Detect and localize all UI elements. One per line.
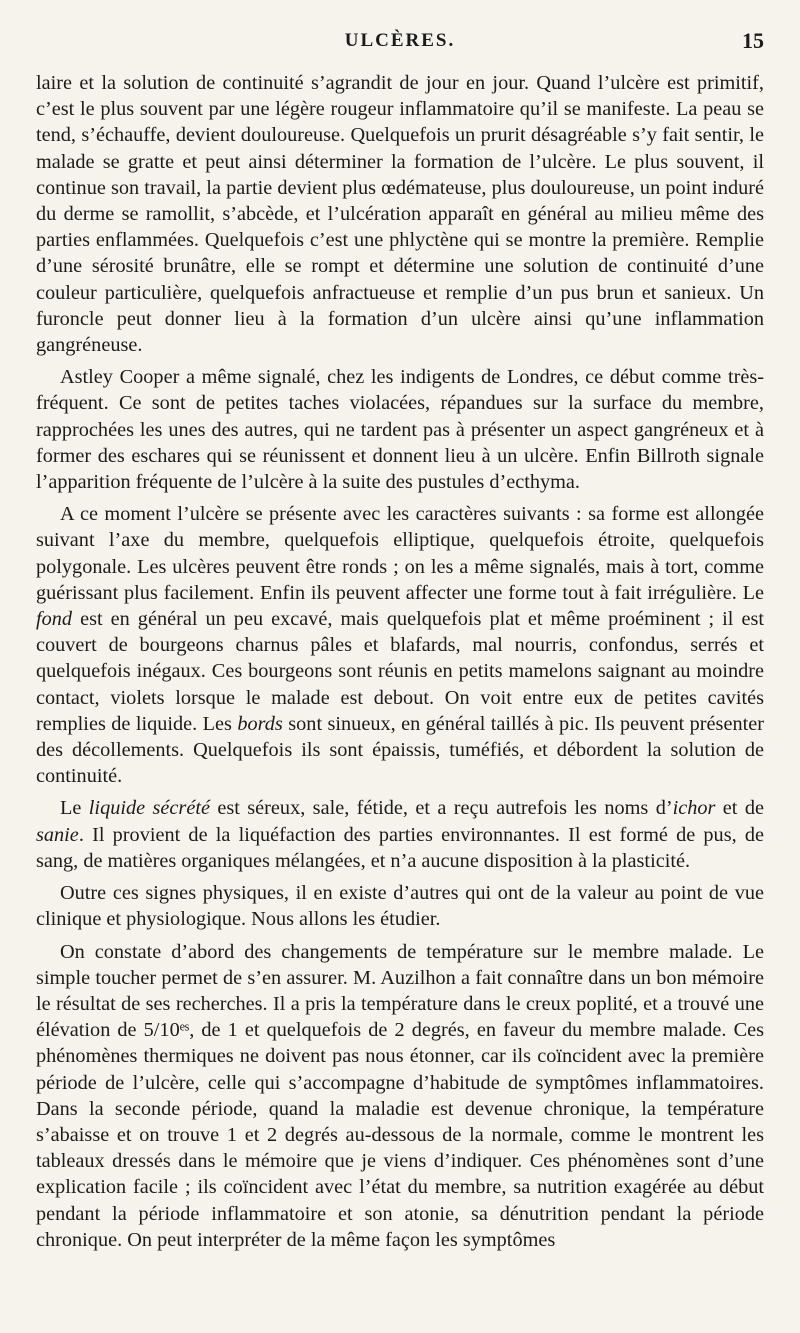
page-number: 15: [742, 28, 764, 53]
italic-term-bords: bords: [237, 712, 283, 735]
text-run: Outre ces signes physiques, il en existe d’autres qui ont de la valeur au point de vue clinique et physiologique. Nous allons les étudier.: [36, 882, 764, 931]
text-run: laire et la solution de continuité s’agrandit de jour en jour. Quand l’ulcère est primitif, c’est le plus souvent par une légère rougeur inflammatoire qu’il se manifeste. La peau se tend, s’échauffe, devient douloureuse. Quelquefois un prurit désagréable s’y fait sentir, le malade se gratte et peut ainsi déterminer la formation de l’ulcère. Le plus souvent, il continue son travail, la partie devient plus œdémateuse, plus douloureuse, un point induré du derme se ramollit, s’abcède, et l’ulcération apparaît en général au milieu même des parties enflammées. Quelquefois c’est une phlyctène qui se montre la première. Remplie d’une sérosité brunâtre, elle se rompt et détermine une solution de continuité d’une couleur particulière, quelquefois anfractueuse et remplie d’un pus brun et sanieux. Un furoncle peut donner lieu à la formation d’un ulcère ainsi qu’une inflammation gangréneuse.: [36, 72, 764, 357]
text-run: et de: [715, 797, 764, 820]
paragraph: [36, 795, 764, 874]
text-run: Le: [60, 797, 89, 820]
running-title: ULCÈRES.: [344, 30, 456, 51]
text-run: . Il provient de la liquéfaction des parties environnantes. Il est formé de pus, de sang, de matières organiques mélangées, et n’a aucune disposition à la plasticité.: [36, 823, 764, 872]
text-run: est en général un peu excavé, mais quelquefois plat et même proéminent ; il est couvert de bourgeons charnus pâles et blafards, mal nourris, confondus, serrés et quelquefois inégaux. Ces bourgeons sont réunis en petits mamelons saignant au moindre contact, violets lorsque le malade est debout. On voit entre eux de petites cavités remplies de liquide. Les: [36, 608, 764, 735]
text-run: sont sinueux, en général taillés à pic. Ils peuvent présenter des décollements. Quelquefois ils sont épaissis, tuméfiés, et débordent la solution de continuité.: [36, 712, 764, 788]
paragraph: [36, 880, 764, 932]
paragraph: [36, 364, 764, 495]
paragraph: [36, 939, 764, 1253]
italic-term-fond: fond: [36, 608, 73, 631]
italic-term-sanie: sanie: [36, 823, 79, 846]
text-run: est séreux, sale, fétide, et a reçu autrefois les noms d’: [209, 797, 673, 820]
page-header: [36, 26, 764, 70]
italic-term-ichor: ichor: [672, 797, 716, 820]
italic-term-liquide-secrete: liquide sécrété: [88, 797, 210, 820]
text-run: On constate d’abord des changements de température sur le membre malade. Le simple toucher permet de s’en assurer. M. Auzilhon a fait connaître dans un bon mémoire le résultat de ses recherches. Il a pris la température dans le creux poplité, et a trouvé une élévation de 5/10ᵉˢ, de 1 et quelquefois de 2 degrés, en faveur du membre malade. Ces phénomènes thermiques ne doivent pas nous étonner, car ils coïncident avec la première période de l’ulcère, celle qui s’accompagne d’habitude de symptômes inflammatoires. Dans la seconde période, quand la maladie est devenue chronique, la température s’abaisse et on trouve 1 et 2 degrés au-dessous de la normale, comme le montrent les tableaux dressés dans le mémoire que je viens d’indiquer. Ces phénomènes sont d’une explication facile ; ils coïncident avec l’état du membre, sa nutrition exagérée au début pendant la période inflammatoire et son atonie, sa dénutrition pendant la période chronique. On peut interpréter de la même façon les symptômes: [36, 940, 764, 1251]
text-run: Astley Cooper a même signalé, chez les indigents de Londres, ce début comme très-fréquent. Ce sont de petites taches violacées, répandues sur la surface du membre, rapprochées les unes des autres, qui ne tardent pas à présenter un aspect gangréneux et à former des eschares qui se réunissent et donnent lieu à un ulcère. Enfin Billroth signale l’apparition fréquente de l’ulcère à la suite des pustules d’ecthyma.: [36, 366, 764, 494]
paragraph: [36, 501, 764, 789]
paragraph: [36, 70, 764, 358]
body-text: [36, 70, 764, 1253]
text-run: A ce moment l’ulcère se présente avec les caractères suivants : sa forme est allongée suivant l’axe du membre, quelquefois elliptique, quelquefois étroite, quelquefois polygonale. Les ulcères peuvent être ronds ; on les a même signalés, mais à tort, comme guérissant plus facilement. Enfin ils peuvent affecter une forme tout à fait irrégulière. Le: [36, 503, 764, 604]
